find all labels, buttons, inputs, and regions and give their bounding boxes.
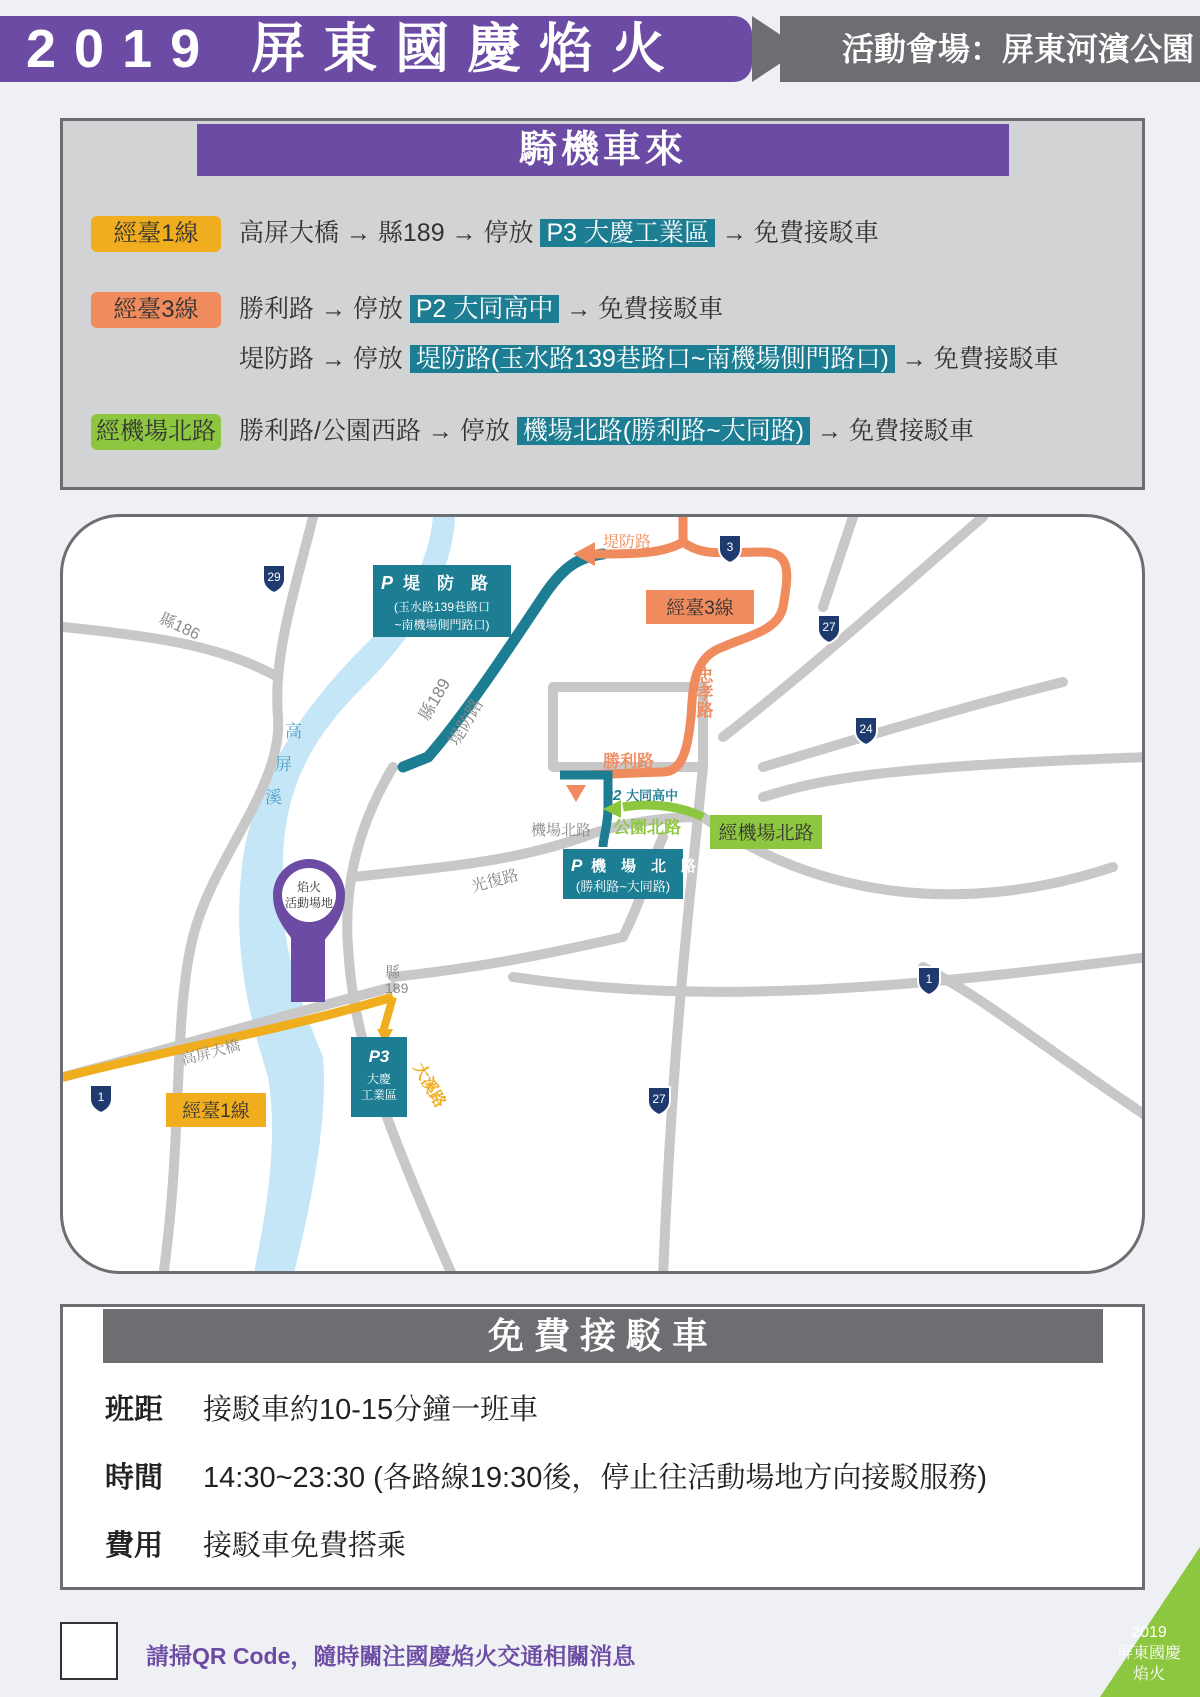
qr-code[interactable] [60,1622,118,1680]
tai3-tag: 經臺3線 [666,598,734,619]
route-path: 勝利路 → 停放 [239,295,410,323]
shield-27-south-icon [648,1087,670,1115]
gaoping-bridge-label: 高屏大橋 [179,1036,243,1069]
shuttle-label: 班距 [105,1394,164,1426]
corner-year: 2019 [1131,1624,1167,1641]
shield-3-icon [719,535,741,563]
parking-p2-name: 大同高中 [626,788,679,803]
route-row-tai3 [91,289,723,328]
venue-pin-l2: 活動場地 [284,896,334,910]
corner-line2: 屏東國慶 [1116,1645,1181,1662]
corner-line3: 焰火 [1132,1666,1165,1683]
shield-27-south-label: 27 [652,1092,666,1106]
route-path: 高屏大橋 → 縣189 → 停放 [239,219,541,247]
parking-airport-p: P [571,856,583,875]
shuttle-row-fee [105,1523,406,1564]
shuttle-value: 接駁車免費搭乘 [203,1530,407,1562]
parking-airport-label [563,849,696,899]
daxi-label: 大溪路 [409,1060,449,1111]
route-path-end: → 免費接駁車 [714,219,879,247]
river-label-2: 屏 [275,755,292,774]
route-map [60,514,1145,1274]
shuttle-row-time [105,1455,987,1496]
levee-road-top-label: 堤防路 [603,534,652,551]
parking-highlight: P3 大慶工業區 [540,219,715,247]
parking-highlight: 機場北路(勝利路~大同路) [517,417,810,445]
corner-text [1104,1622,1194,1685]
shield-3-label: 3 [726,540,734,554]
shuttle-label: 費用 [105,1530,164,1562]
county189-num: 189 [385,980,409,996]
motorcycle-routes-panel [60,118,1145,490]
tai3-arrow [566,785,586,802]
route-tag: 經機場北路 [91,414,221,450]
parking-highlight: 堤防路(玉水路139巷路口~南機場側門路口) [410,345,895,373]
airport-north-label: 機場北路 [531,822,592,839]
levee-road-vert-label: 堤防路 [445,695,487,749]
gongyuan-north-label: 公園北路 [613,818,681,837]
motorcycle-title: 騎機車來 [197,124,1009,176]
parking-levee-name: 堤 防 路 [403,574,488,593]
tai1-route [63,997,393,1077]
shuttle-row-interval [105,1387,538,1428]
shield-1-west-label: 1 [97,1090,105,1104]
route-tag: 經臺3線 [91,292,221,328]
tai1-tag: 經臺1線 [182,1101,250,1122]
parking-levee-p: P [381,573,394,593]
parking-airport-name: 機 場 北 路 [591,858,697,875]
parking-levee-sub1: (玉水路139巷路口 [393,600,491,614]
route-path: 堤防路 → 停放 [239,345,410,373]
shield-24-label: 24 [859,722,873,736]
parking-p3-l2: 工業區 [360,1088,398,1102]
county189-levee-label: 縣189 [415,675,455,724]
shuttle-label: 時間 [105,1462,164,1494]
zhongxiao-label: 忠孝路 [693,667,713,718]
route-row-tai1 [91,213,879,252]
venue-label: 活動會場：屏東河濱公園 [780,16,1200,82]
shengli-label: 勝利路 [603,752,654,771]
parking-levee-sub2: ~南機場側門路口) [394,618,490,632]
parking-levee-label [373,565,511,637]
shuttle-value: 接駁車約10-15分鐘一班車 [203,1394,539,1426]
page-title: 2019 屏東國慶焰火 [0,16,752,82]
shield-1-west-icon [90,1085,112,1113]
shield-29-label: 29 [267,570,281,584]
parking-p3-label [351,1037,407,1117]
route-row-airport [91,411,974,450]
route-path-end: → 免費接駁車 [559,295,724,323]
river-label-1: 高 [285,722,302,741]
route-path-end: → 免費接駁車 [810,417,974,445]
route-row-levee [91,339,1059,375]
venue-pin-l1: 焰火 [296,880,322,894]
shield-24-icon [855,717,877,745]
parking-p2-p: P2 [603,787,622,804]
parking-p2-label [603,787,678,804]
qr-instructions: 請掃QR Code，隨時關注國慶焰火交通相關消息 [146,1643,636,1669]
shuttle-panel [60,1304,1145,1590]
guangfu-label: 光復路 [469,867,521,896]
shield-1-label: 1 [925,972,933,986]
county186-label: 縣186 [156,610,203,644]
river-label-3: 溪 [265,788,282,807]
shuttle-value: 14:30~23:30 (各路線19:30後，停止往活動場地方向接駁服務) [203,1462,988,1494]
airport-tag: 經機場北路 [718,823,814,844]
shield-29-icon [263,565,285,593]
county189-label: 縣 [385,964,401,981]
route-path-end: → 免費接駁車 [894,345,1059,373]
shield-27-label: 27 [822,620,836,634]
parking-p3-l1: 大慶 [366,1072,392,1086]
shield-1-icon [918,967,940,995]
parking-p3-p: P3 [368,1047,390,1066]
route-tag: 經臺1線 [91,216,221,252]
shield-27-icon [818,615,840,643]
route-path: 勝利路/公園西路 → 停放 [239,417,517,445]
parking-airport-sub: (勝利路~大同路) [575,879,671,894]
shuttle-title: 免費接駁車 [103,1309,1103,1363]
parking-highlight: P2 大同高中 [410,295,560,323]
